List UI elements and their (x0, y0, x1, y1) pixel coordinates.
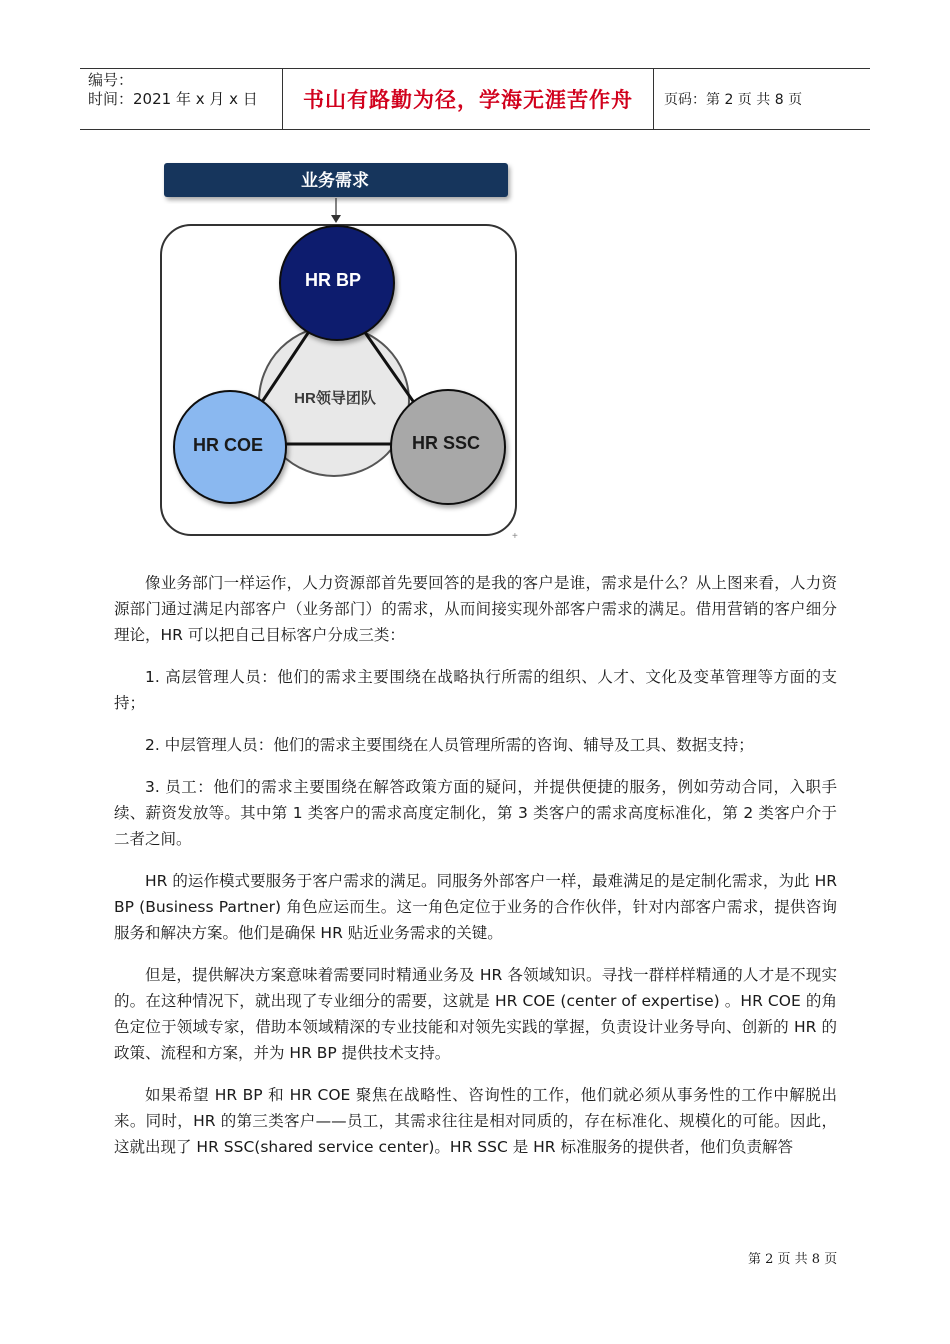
list-item: 1. 高层管理人员：他们的需求主要围绕在战略执行所需的组织、人才、文化及变革管理等方面的支持； (114, 668, 837, 712)
serial-label: 编号： (88, 71, 134, 89)
diagram-graphics (150, 155, 530, 550)
demand-arrow-head (331, 215, 341, 223)
paragraph: 如果希望 HR BP 和 HR COE 聚焦在战略性、咨询性的工作，他们就必须从事务性的工作中解脱出来。同时，HR 的第三类客户——员工，其需求往往是相对同质的，存在标准化、规模化的可能。因此，这就出现了 HR SSC(shared service center)。HR SSC 是 HR 标准服务的提供者，他们负责解答 (114, 1086, 837, 1156)
hr-model-diagram (150, 155, 530, 550)
time-label: 时间：2021 年 x 月 x 日 (88, 90, 258, 108)
demand-label: 业务需求 (301, 171, 369, 190)
header-motto: 书山有路勤为径，学海无涯苦作舟 (282, 69, 654, 129)
paragraph: 但是，提供解决方案意味着需要同时精通业务及 HR 各领域知识。寻找一群样样精通的人才是不现实的。在这种情况下，就出现了专业细分的需要，这就是 HR COE (center of expertise) 。HR COE 的角色定位于领域专家，借助本领域精深的专业技能和对领先实践的掌握，负责设计业务导向、创新的 HR 的政策、流程和方案，并为 HR BP 提供技术支持。 (114, 966, 837, 1062)
list-item: 2. 中层管理人员：他们的需求主要围绕在人员管理所需的咨询、辅导及工具、数据支持； (145, 736, 754, 754)
paragraph: HR 的运作模式要服务于客户需求的满足。同服务外部客户一样，最难满足的是定制化需求，为此 HR BP (Business Partner) 角色应运而生。这一角色定位于业务的合作伙伴，针对内部客户需求，提供咨询服务和解决方案。他们是确保 HR 贴近业务需求的关键。 (114, 872, 837, 942)
leadership-label: HR领导团队 (294, 390, 376, 407)
svg-text:+: + (512, 531, 518, 542)
article-body (114, 570, 837, 1176)
page-footer: 第 2 页 共 8 页 (748, 1252, 838, 1267)
hrbp-label: HR BP (304, 270, 361, 290)
coe-label: HR COE (192, 435, 263, 455)
header-meta (80, 69, 282, 129)
ssc-label: HR SSC (411, 433, 480, 453)
page-header (80, 68, 870, 130)
header-page-info: 页码：第 2 页 共 8 页 (664, 92, 803, 108)
list-item: 3. 员工：他们的需求主要围绕在解答政策方面的疑问，并提供便捷的服务，例如劳动合同，入职手续、薪资发放等。其中第 1 类客户的需求高度定制化，第 3 类客户的需求高度标准化，第 2 类客户介于二者之间。 (114, 778, 837, 848)
paragraph: 像业务部门一样运作，人力资源部首先要回答的是我的客户是谁，需求是什么？从上图来看，人力资源部门通过满足内部客户（业务部门）的需求，从而间接实现外部客户需求的满足。借用营销的客户细分理论，HR 可以把自己目标客户分成三类： (114, 574, 837, 644)
